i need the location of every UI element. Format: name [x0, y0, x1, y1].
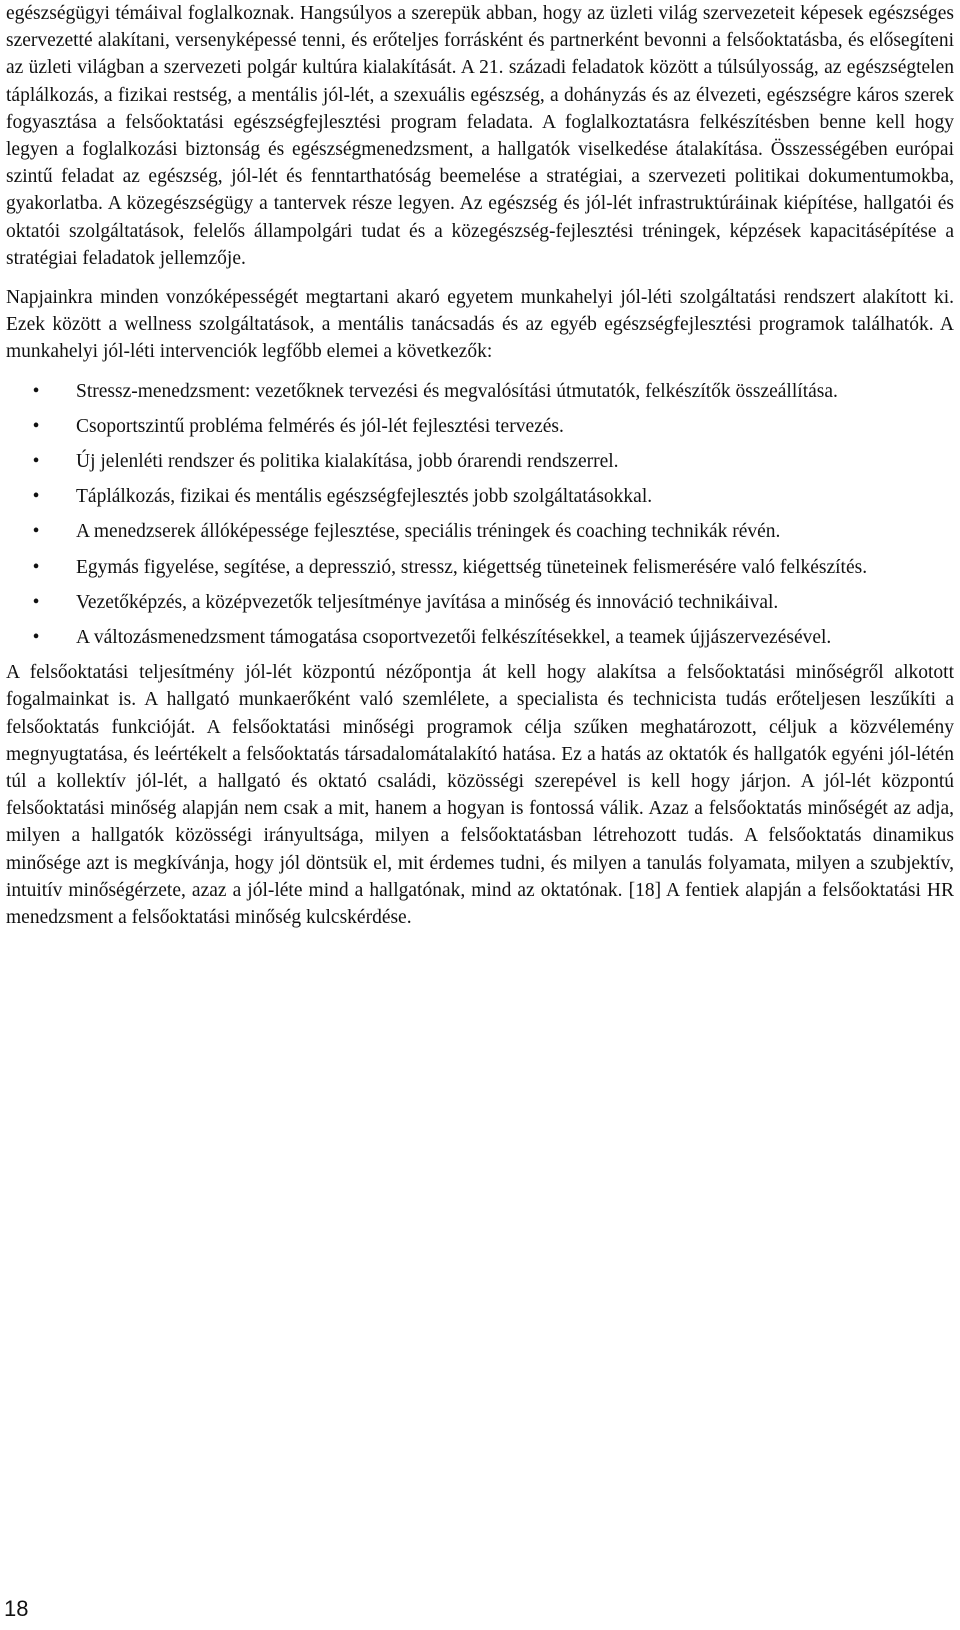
bullet-icon: • [32, 556, 40, 578]
list-item-text: Egymás figyelése, segítése, a depresszió, stressz, kiégettség tüneteinek felismerésére való felkészítés. [76, 556, 868, 578]
list-item [6, 518, 954, 545]
bullet-icon: • [32, 380, 40, 402]
bullet-icon: • [32, 451, 40, 473]
list-item-text: Stressz-menedzsment: vezetőknek tervezési és megvalósítási útmutatók, felkészítők összeállítása. [76, 380, 838, 402]
list-item [6, 378, 954, 405]
paragraph-3: A felsőoktatási teljesítmény jól-lét központú nézőpontja át kell hogy alakítsa a felsőoktatási minőségről alkotott fogalmainkat is. A hallgató munkaerőként való szemlélete, a specialista és technicista tudás erőteljesen leszűkíti a felsőoktatás funkcióját. A felsőoktatási minőségi programok célja szűken meghatározott, céljuk a közvélemény megnyugtatása, és leértékelt a felsőoktatás társadalomátalakító hatása. Ez a hatás az oktatók és hallgatók egyéni jól-létén túl a kollektív jól-lét, a hallgató és oktató családi, közösségi szerepével is kell hogy járjon. A jól-lét központú felsőoktatási minőség alapján nem csak a mit, hanem a hogyan is fontossá válik. Azaz a felsőoktatás minőségét az adja, milyen a hallgatók közösségi irányultsága, milyen a felsőoktatásban létrehozott tudás. A felsőoktatás dinamikus minősége azt is megkívánja, hogy jól döntsük el, mit érdemes tudni, és milyen a tanulás folyamata, milyen a szubjektív, intuitív minőségérzete, azaz a jól-léte mind a hallgatónak, mind az oktatónak. [18] A fentiek alapján a felsőoktatási HR menedzsment a felsőoktatási minőség kulcskérdése. [6, 662, 954, 929]
bullet-icon: • [32, 415, 40, 437]
list-item-text: Vezetőképzés, a középvezetők teljesítménye javítása a minőség és innováció technikáival. [76, 591, 779, 613]
list-item-text: Csoportszintű probléma felmérés és jól-lét fejlesztési tervezés. [76, 415, 564, 437]
paragraph-2: Napjainkra minden vonzóképességét megtartani akaró egyetem munkahelyi jól-léti szolgáltatási rendszert alakított ki. Ezek között a wellness szolgáltatások, a mentális tanácsadás és az egyéb egészségfejlesztési programok találhatók. A munkahelyi jól-léti intervenciók legfőbb elemei a következők: [6, 287, 954, 363]
bullet-icon: • [32, 591, 40, 613]
list-item [6, 483, 954, 510]
list-item-text: Táplálkozás, fizikai és mentális egészségfejlesztés jobb szolgáltatásokkal. [76, 486, 653, 508]
list-item [6, 554, 954, 581]
bullet-icon: • [32, 627, 40, 649]
list-item [6, 448, 954, 475]
list-item [6, 624, 954, 651]
bullet-list [6, 378, 954, 652]
bullet-icon: • [32, 486, 40, 508]
paragraph-1: egészségügyi témáival foglalkoznak. Hangsúlyos a szerepük abban, hogy az üzleti világ szervezeteit képesek egészséges szervezetté alakítani, versenyképessé tenni, és erőteljes forrásként és partnerként bevonni a felsőoktatásba, és elősegíteni az üzleti világban a szervezeti polgár kultúra kialakítását. A 21. századi feladatok között a túlsúlyosság, az egészségtelen táplálkozás, a fizikai restség, a mentális jól-lét, a szexuális egészség, a dohányzás és az élvezeti, egészségre káros szerek fogyasztása a felsőoktatási egészségfejlesztési program feladata. A foglalkoztatásra felkészítésben benne kell hogy legyen a foglalkozási biztonság és egészségmenedzsment, a hallgatók viselkedése átalakítása. Összességében európai szintű feladat az egészség, jól-lét és fenntarthatóság beemelése a stratégiai, a szervezeti politikai dokumentumokba, gyakorlatba. A közegészségügy a tantervek része legyen. Az egészség és jól-lét infrastruktúráinak kiépítése, hallgatói és oktatói szolgáltatások, felelős állampolgári tudat és a közegészség-fejlesztési tréningek, képzések kapacitásépítése a stratégiai feladatok jellemzője. [6, 3, 954, 269]
list-item-text: A változásmenedzsment támogatása csoportvezetői felkészítésekkel, a teamek újjászervezésével. [76, 627, 832, 649]
page-number: 18 [4, 1596, 29, 1621]
list-item [6, 413, 954, 440]
list-item [6, 589, 954, 616]
page-body [6, 0, 954, 943]
list-item-text: A menedzserek állóképessége fejlesztése, speciális tréningek és coaching technikák révén. [76, 521, 781, 543]
bullet-icon: • [32, 521, 40, 543]
list-item-text: Új jelenléti rendszer és politika kialakítása, jobb órarendi rendszerrel. [76, 451, 619, 473]
